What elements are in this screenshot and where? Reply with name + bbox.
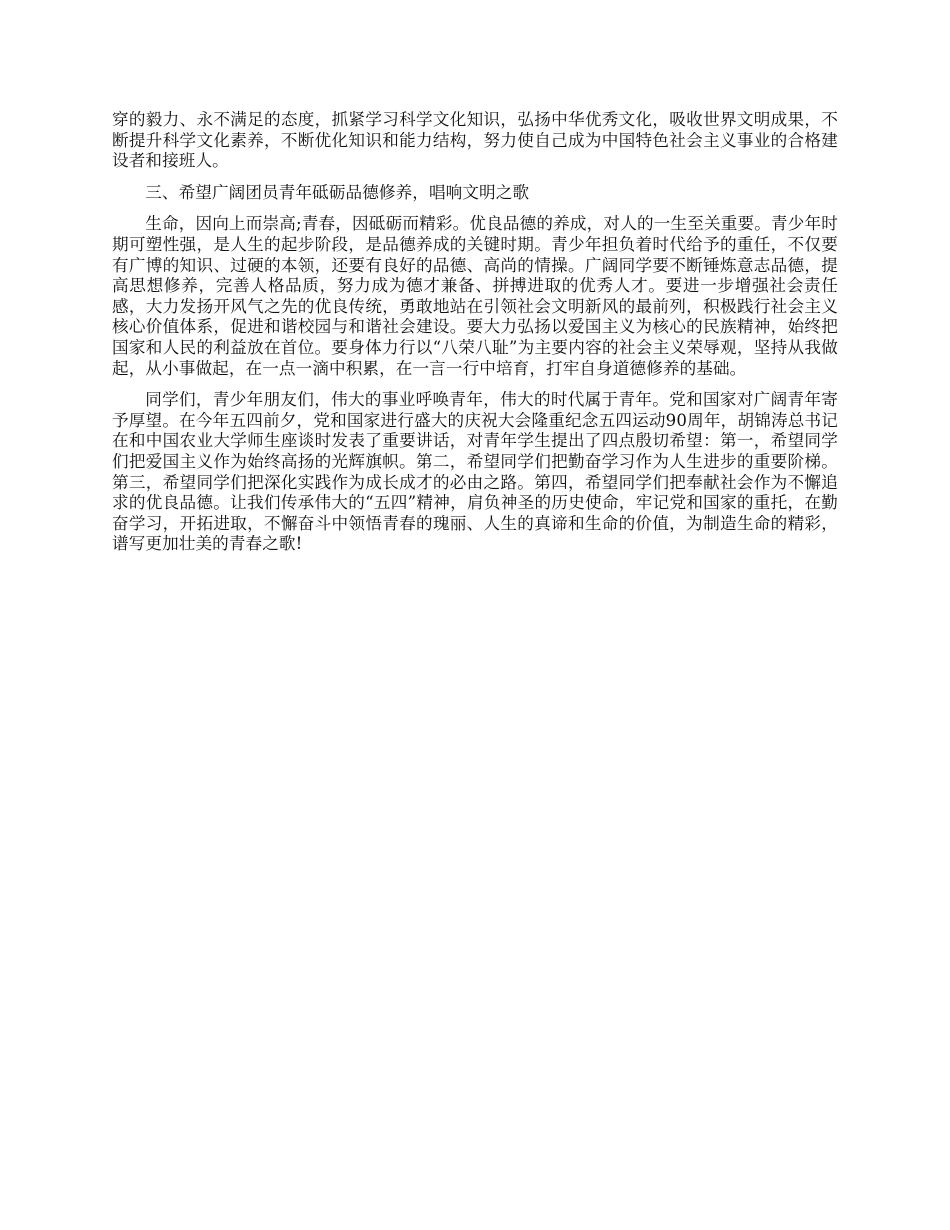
- document-page: [112, 110, 838, 566]
- paragraph-closing: 同学们，青少年朋友们，伟大的事业呼唤青年，伟大的时代属于青年。党和国家对广阔青年寄予厚望。在今年五四前夕，党和国家进行盛大的庆祝大会隆重纪念五四运动90周年，胡锦涛总书记在和中国农业大学师生座谈时发表了重要讲话，对青年学生提出了四点殷切希望：第一，希望同学们把爱国主义作为始终高扬的光辉旗帜。第二，希望同学们把勤奋学习作为人生进步的重要阶梯。第三，希望同学们把深化实践作为成长成才的必由之路。第四，希望同学们把奉献社会作为不懈追求的优良品德。让我们传承伟大的“五四”精神，肩负神圣的历史使命，牢记党和国家的重托，在勤奋学习，开拓进取，不懈奋斗中领悟青春的瑰丽、人生的真谛和生命的价值，为制造生命的精彩，谱写更加壮美的青春之歌!: [112, 390, 838, 554]
- paragraph-continued: 穿的毅力、永不满足的态度，抓紧学习科学文化知识，弘扬中华优秀文化，吸收世界文明成果，不断提升科学文化素养，不断优化知识和能力结构，努力使自己成为中国特色社会主义事业的合格建设者和接班人。: [112, 110, 838, 171]
- section-heading: 三、希望广阔团员青年砥砺品德修养，唱响文明之歌: [145, 182, 530, 202]
- paragraph-character: 生命，因向上而崇高;青春，因砥砺而精彩。优良品德的养成，对人的一生至关重要。青少年时期可塑性强，是人生的起步阶段，是品德养成的关键时期。青少年担负着时代给予的重任，不仅要有广博的知识、过硬的本领，还要有良好的品德、高尚的情操。广阔同学要不断锤炼意志品德，提高思想修养，完善人格品质，努力成为德才兼备、拼搏进取的优秀人才。要进一步增强社会责任感，大力发扬开风气之先的优良传统，勇敢地站在引领社会文明新风的最前列，积极践行社会主义核心价值体系，促进和谐校园与和谐社会建设。要大力弘扬以爱国主义为核心的民族精神，始终把国家和人民的利益放在首位。要身体力行以“八荣八耻”为主要内容的社会主义荣辱观，坚持从我做起，从小事做起，在一点一滴中积累，在一言一行中培育，打牢自身道德修养的基础。: [112, 214, 838, 378]
